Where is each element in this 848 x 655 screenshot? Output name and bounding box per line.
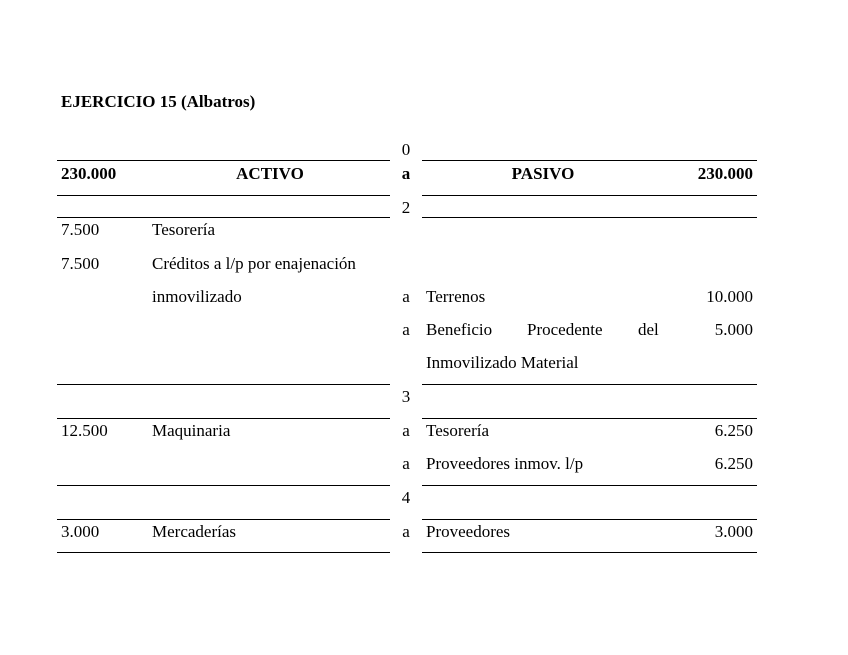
credit-a: a bbox=[402, 287, 410, 306]
entry-top-right-rule bbox=[422, 418, 757, 419]
debit-account: Créditos a l/p por enajenación bbox=[152, 254, 356, 273]
entry-bottom-right-rule bbox=[422, 552, 757, 553]
entry-bottom-left-rule bbox=[57, 384, 390, 385]
debit-account-continued: inmovilizado bbox=[152, 287, 242, 306]
credit-account: Terrenos bbox=[426, 287, 486, 306]
credit-account: Tesorería bbox=[426, 421, 489, 440]
header-a: a bbox=[401, 164, 411, 183]
credit-a: a bbox=[402, 421, 410, 440]
credit-amount: 10.000 bbox=[706, 287, 753, 306]
header-top-left-rule bbox=[57, 160, 390, 161]
header-activo-label: ACTIVO bbox=[236, 164, 304, 183]
entry-number: 3 bbox=[401, 387, 411, 406]
entry-top-left-rule bbox=[57, 519, 390, 520]
header-bottom-right-rule bbox=[422, 195, 757, 196]
entry-top-left-rule bbox=[57, 217, 390, 218]
entry-number: 4 bbox=[401, 488, 411, 507]
page-title: EJERCICIO 15 (Albatros) bbox=[61, 92, 256, 111]
debit-account: Maquinaria bbox=[152, 421, 231, 440]
credit-amount: 6.250 bbox=[714, 454, 753, 473]
header-right-amount: 230.000 bbox=[697, 164, 753, 183]
entry-bottom-right-rule bbox=[422, 384, 757, 385]
header-bottom-left-rule bbox=[57, 195, 390, 196]
credit-account-word: del bbox=[638, 320, 659, 339]
credit-a: a bbox=[402, 522, 410, 541]
credit-account-word: Beneficio bbox=[426, 320, 493, 339]
credit-amount: 3.000 bbox=[714, 522, 753, 541]
credit-a: a bbox=[402, 320, 410, 339]
entry-number: 2 bbox=[401, 198, 411, 217]
entry-top-right-rule bbox=[422, 217, 757, 218]
credit-amount: 5.000 bbox=[714, 320, 753, 339]
debit-amount: 7.500 bbox=[61, 220, 100, 239]
header-top-right-rule bbox=[422, 160, 757, 161]
entry-bottom-left-rule bbox=[57, 552, 390, 553]
header-pasivo-label: PASIVO bbox=[511, 164, 575, 183]
debit-account: Tesorería bbox=[152, 220, 215, 239]
credit-a: a bbox=[402, 454, 410, 473]
credit-account-word: Procedente bbox=[527, 320, 603, 339]
entry-top-right-rule bbox=[422, 519, 757, 520]
debit-amount: 3.000 bbox=[61, 522, 100, 541]
debit-account: Mercaderías bbox=[152, 522, 237, 541]
debit-amount: 12.500 bbox=[61, 421, 108, 440]
debit-amount: 7.500 bbox=[61, 254, 100, 273]
credit-account: Proveedores bbox=[426, 522, 511, 541]
header-left-amount: 230.000 bbox=[61, 164, 117, 183]
credit-amount: 6.250 bbox=[714, 421, 753, 440]
entry-number: 0 bbox=[401, 140, 411, 159]
entry-bottom-left-rule bbox=[57, 485, 390, 486]
entry-top-left-rule bbox=[57, 418, 390, 419]
entry-bottom-right-rule bbox=[422, 485, 757, 486]
credit-account: Proveedores inmov. l/p bbox=[426, 454, 584, 473]
credit-account-continued: Inmovilizado Material bbox=[426, 353, 579, 372]
